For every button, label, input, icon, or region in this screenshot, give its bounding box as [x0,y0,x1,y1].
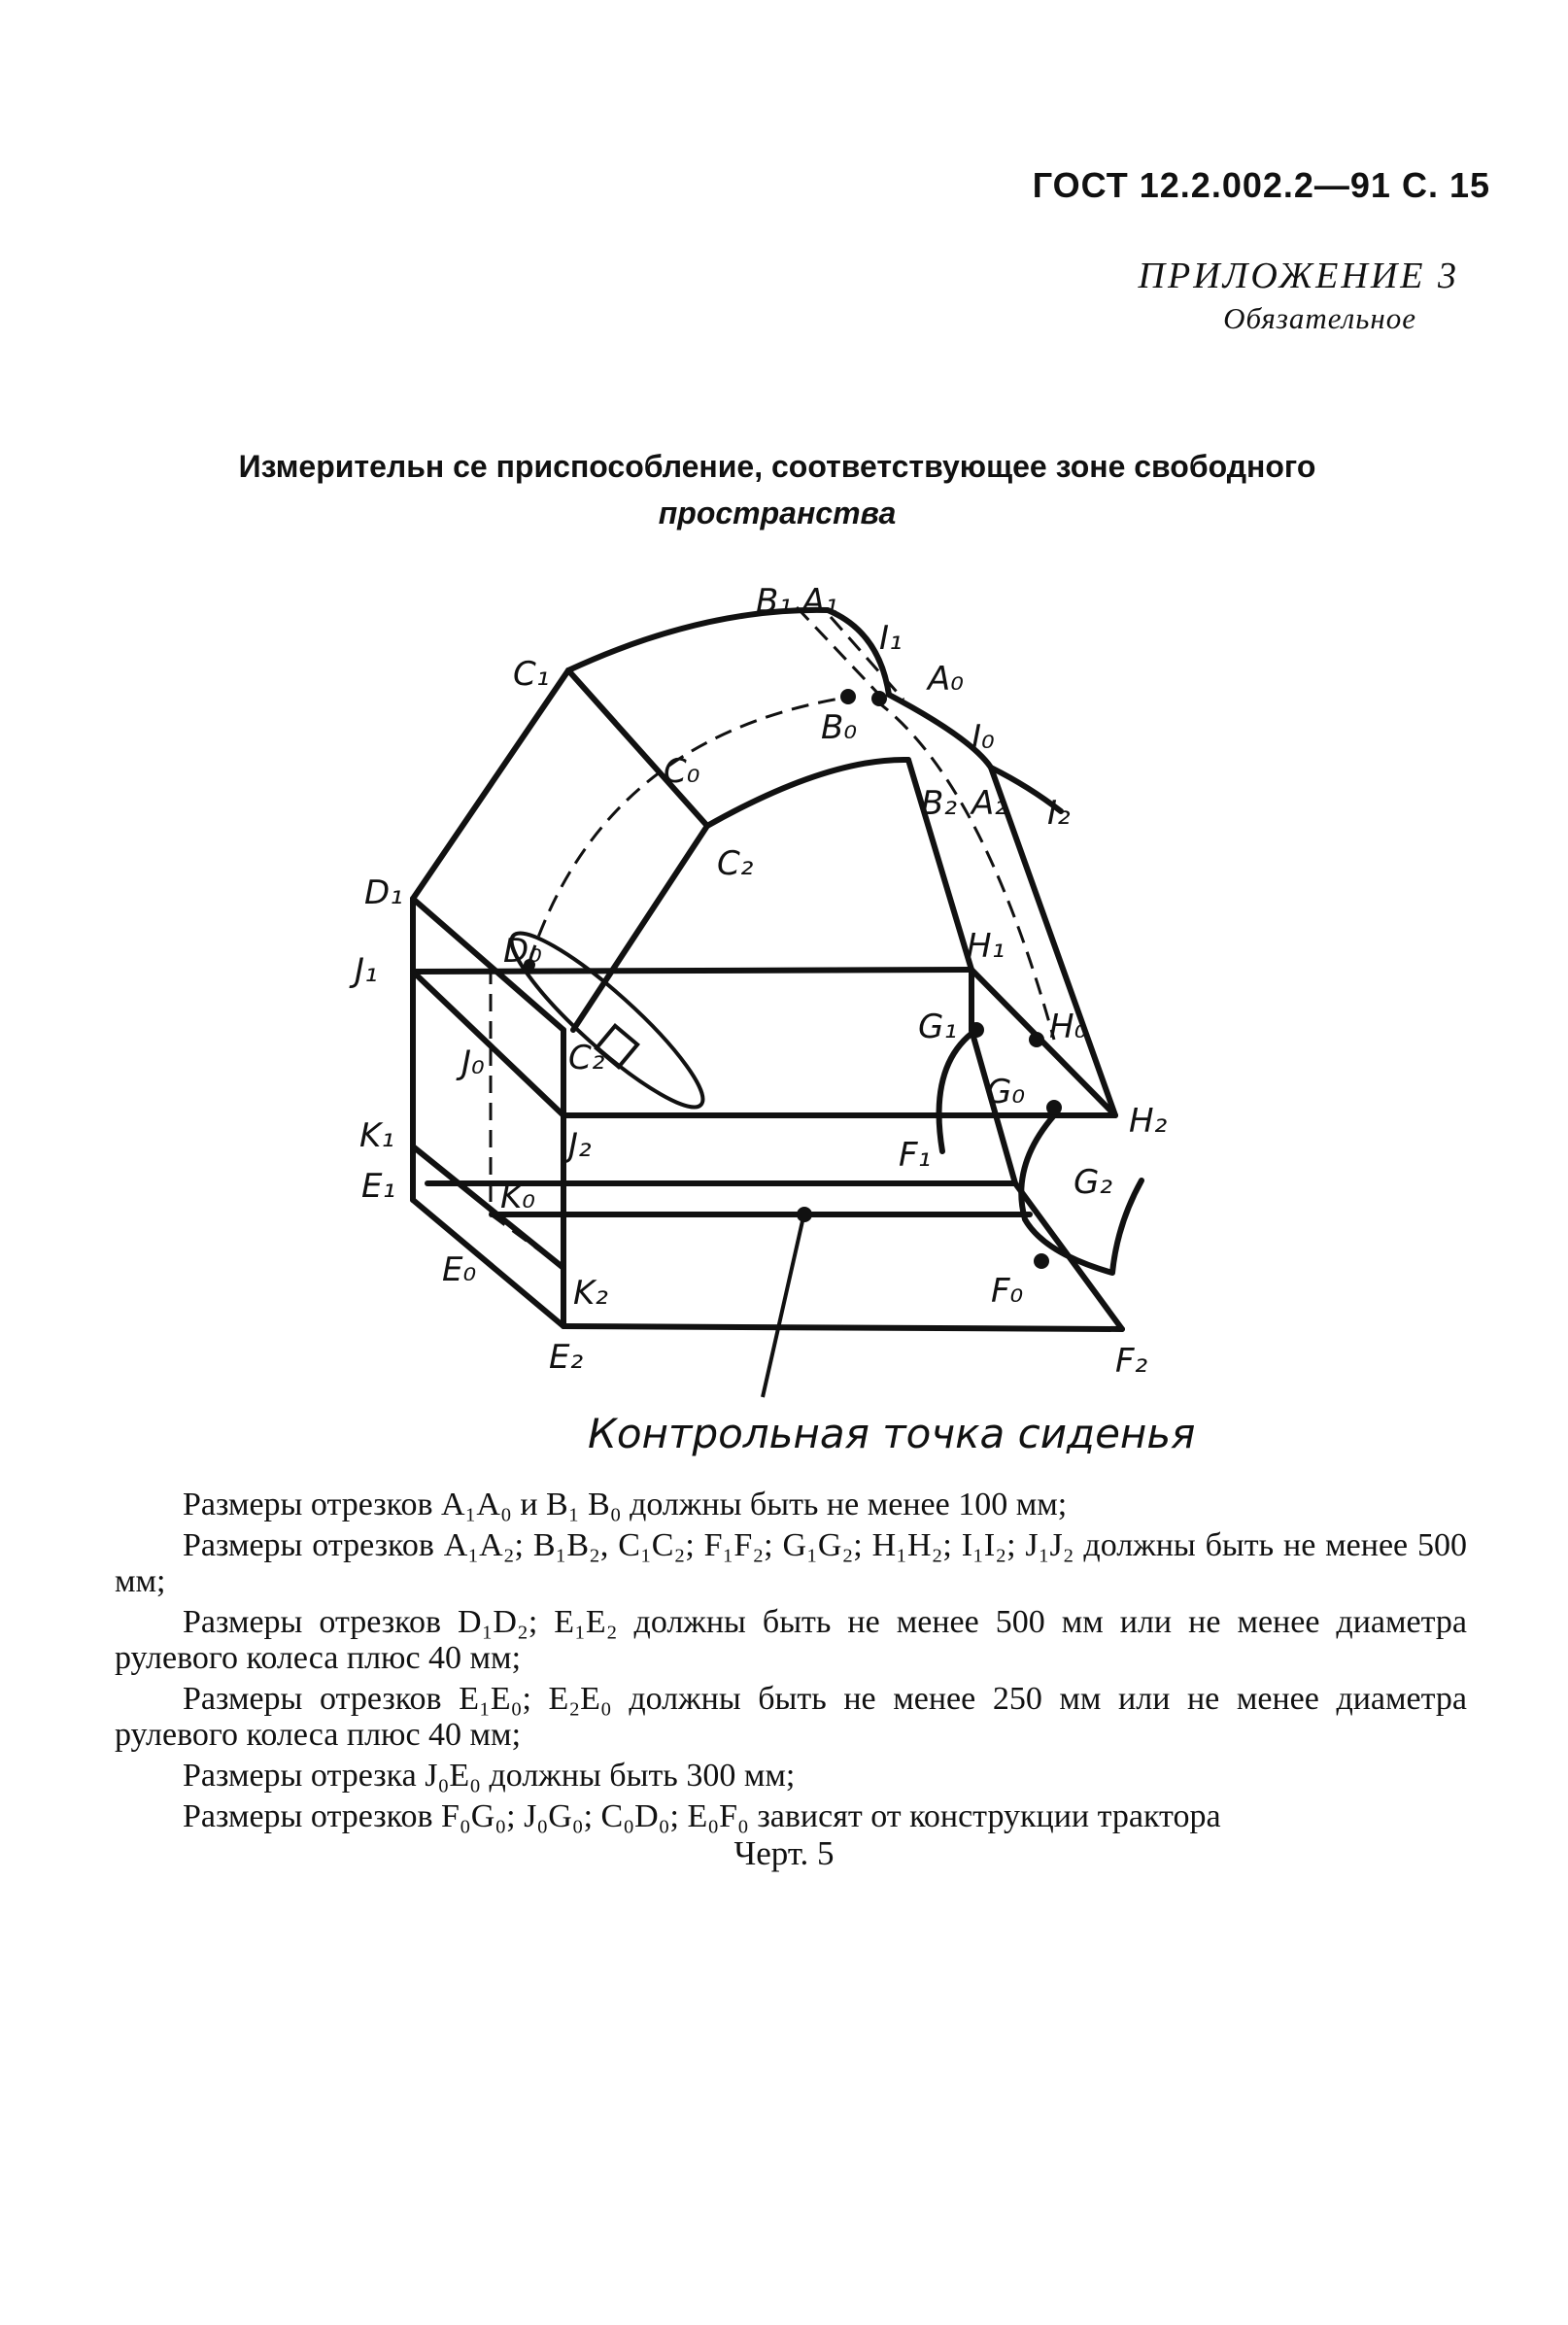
label-k1: K₁ [359,1116,394,1155]
edge-c2-d2 [573,826,707,1030]
note-2: Размеры отрезков A₁A₂; B₁B₂, C₁C₂; F₁F₂; G₁G₂; H₁H₂; I₁I₂; J₁J₂ должны быть не менее 500 мм; [115,1527,1467,1599]
label-i2: I₂ [1047,794,1071,833]
label-c2: C₂ [717,844,754,883]
label-b0: B₀ [821,708,857,747]
label-c0: C₀ [664,752,700,791]
label-h2: H₂ [1129,1102,1168,1141]
label-f0: F₀ [991,1272,1024,1311]
label-g2: G₂ [1074,1163,1112,1202]
figure-notes [115,1487,1467,1839]
point-a0 [871,691,887,706]
label-c1: C₁ [513,655,550,694]
edge-e2-f2 [563,1326,1122,1329]
note-5: Размеры отрезка J₀E₀ должны быть 300 мм; [183,1758,796,1794]
note-3: Размеры отрезков D₁D₂; E₁E₂ должны быть не менее 500 мм или не менее диаметра рулевого колеса плюс 40 мм; [115,1604,1467,1676]
label-h1: H₁ [967,927,1006,966]
edge-c1-c2 [568,670,707,826]
point-g0 [1046,1100,1062,1115]
label-d0: D₀ [503,932,542,971]
label-j0: J₀ [461,1043,485,1082]
curve-g1-seat [939,1030,976,1151]
label-a0: A₀ [928,660,964,699]
label-b2: B₂ [921,784,957,823]
label-d1: D₁ [364,873,403,912]
label-i0: I₀ [971,718,995,757]
label-e0: E₀ [442,1250,477,1289]
label-b1a1: B₁ A₁ [756,582,838,621]
point-seat [797,1207,812,1222]
page-header: ГОСТ 12.2.002.2—91 С. 15 [1032,165,1490,205]
label-k0: K₀ [500,1178,535,1216]
appendix-status: Обязательное [1223,301,1416,335]
point-g1 [969,1022,984,1038]
note-6: Размеры отрезков F₀G₀; J₀G₀; C₀D₀; E₀F₀ зависят от конструкции трактора [183,1798,1221,1834]
label-h0: H₀ [1049,1008,1088,1046]
seat-point-leader [763,1213,804,1397]
figure-title-line1: Измерительн се приспособление, соответствующее зоне свободного [238,449,1316,484]
edge-e1-e2 [413,1200,563,1326]
point-h0 [1029,1032,1044,1047]
label-k2: K₂ [573,1274,608,1313]
figure-caption: Черт. 5 [733,1834,835,1872]
point-f0 [1034,1253,1049,1269]
label-g1: G₁ [918,1008,957,1046]
label-seat-point: Контрольная точка сиденья [588,1410,1196,1457]
label-j2: J₂ [568,1126,592,1165]
label-f2: F₂ [1115,1342,1148,1381]
label-e1: E₁ [361,1167,396,1206]
label-i1: I₁ [879,619,903,658]
label-g0: G₀ [986,1073,1025,1111]
label-a2: A₂ [971,784,1007,823]
note-4: Размеры отрезков E₁E₀; E₂E₀ должны быть не менее 250 мм или не менее диаметра рулевого колеса плюс 40 мм; [115,1681,1467,1753]
label-c2b: C₂ [568,1039,605,1077]
label-e2: E₂ [549,1338,584,1377]
figure-title-line2: пространства [658,496,897,530]
appendix-title: ПРИЛОЖЕНИЕ 3 [1138,256,1459,296]
note-1: Размеры отрезков A₁A₀ и B₁ B₀ должны быть не менее 100 мм; [183,1487,1068,1522]
arch-inner-edge [707,760,908,826]
edge-c1-d1 [413,670,568,899]
point-b0 [840,689,856,704]
label-f1: F₁ [899,1136,932,1175]
label-j1: J₁ [355,951,378,990]
dash-d0-c0 [529,698,845,962]
